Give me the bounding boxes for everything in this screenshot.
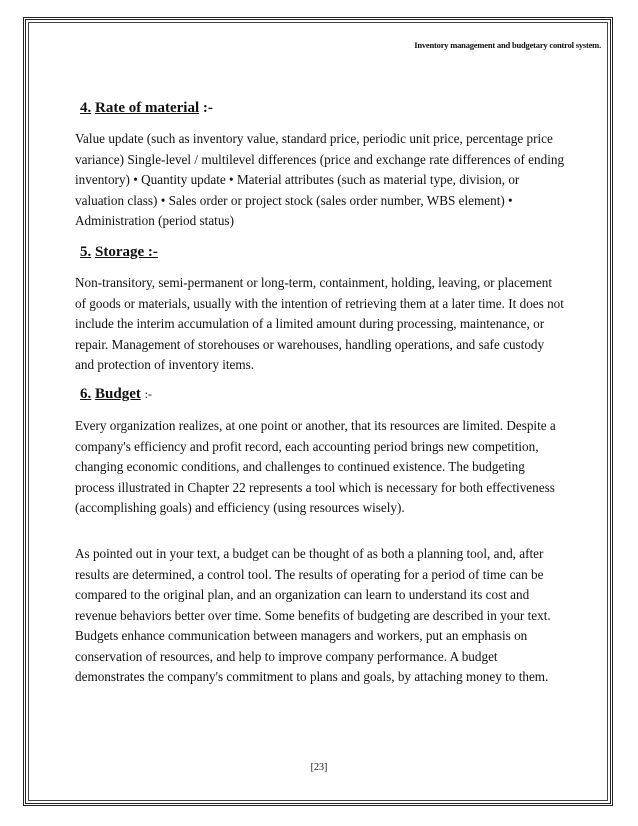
section-suffix: :- [202, 100, 213, 116]
section-body-budget-continued [75, 544, 565, 688]
section-number: 4. [80, 100, 92, 116]
page-number: [23] [310, 762, 328, 773]
section-heading-storage [80, 244, 158, 261]
section-heading-budget [80, 386, 152, 403]
section-number: 6. [80, 386, 92, 402]
section-title: Storage :- [95, 244, 158, 260]
paragraph: Every organization realizes, at one point or another, that its resources are limited. Despite a company's efficiency and profit record, each accounting period brings new competition, changing economic conditions, and challenges to continued existence. The budgeting process illustrated in Chapter 22 represents a tool which is necessary for both effectiveness (accomplishing goals) and efficiency (using resources wisely). [75, 418, 556, 515]
paragraph: Value update (such as inventory value, standard price, periodic unit price, percentage price variance) Single-level / multilevel differences (price and exchange rate differences of ending inventory) • Quantity update • Material attributes (such as material type, division, or valuation class) • Sales order or project stock (sales order number, WBS element) • Administration (period status) [75, 131, 565, 228]
section-title: Rate of material [95, 100, 200, 116]
paragraph: Non-transitory, semi-permanent or long-term, containment, holding, leaving, or placement of goods or materials, usually with the intention of retrieving them at a later time. It does not include the interim accumulation of a limited amount during processing, maintenance, or repair. Management of storehouses or warehouses, handling operations, and safe custody and protection of inventory items. [75, 275, 564, 372]
section-body-budget [75, 416, 565, 519]
section-title: Budget [95, 386, 141, 402]
section-suffix: :- [144, 387, 152, 401]
section-number: 5. [80, 244, 92, 260]
paragraph: As pointed out in your text, a budget can be thought of as both a planning tool, and, after results are determined, a control tool. The results of operating for a period of time can be compared to the original plan, and an organization can learn to understand its cost and revenue behaviors better over time. Some benefits of budgeting are described in your text. Budgets enhance communication between managers and workers, put an emphasis on conservation of resources, and help to improve company performance. A budget demonstrates the company's commitment to plans and goals, by attaching money to them. [75, 546, 551, 684]
section-body-storage [75, 273, 565, 376]
section-heading-rate-of-material [80, 100, 213, 117]
running-header: Inventory management and budgetary control system. [414, 40, 601, 50]
section-body-rate-of-material [75, 129, 565, 232]
